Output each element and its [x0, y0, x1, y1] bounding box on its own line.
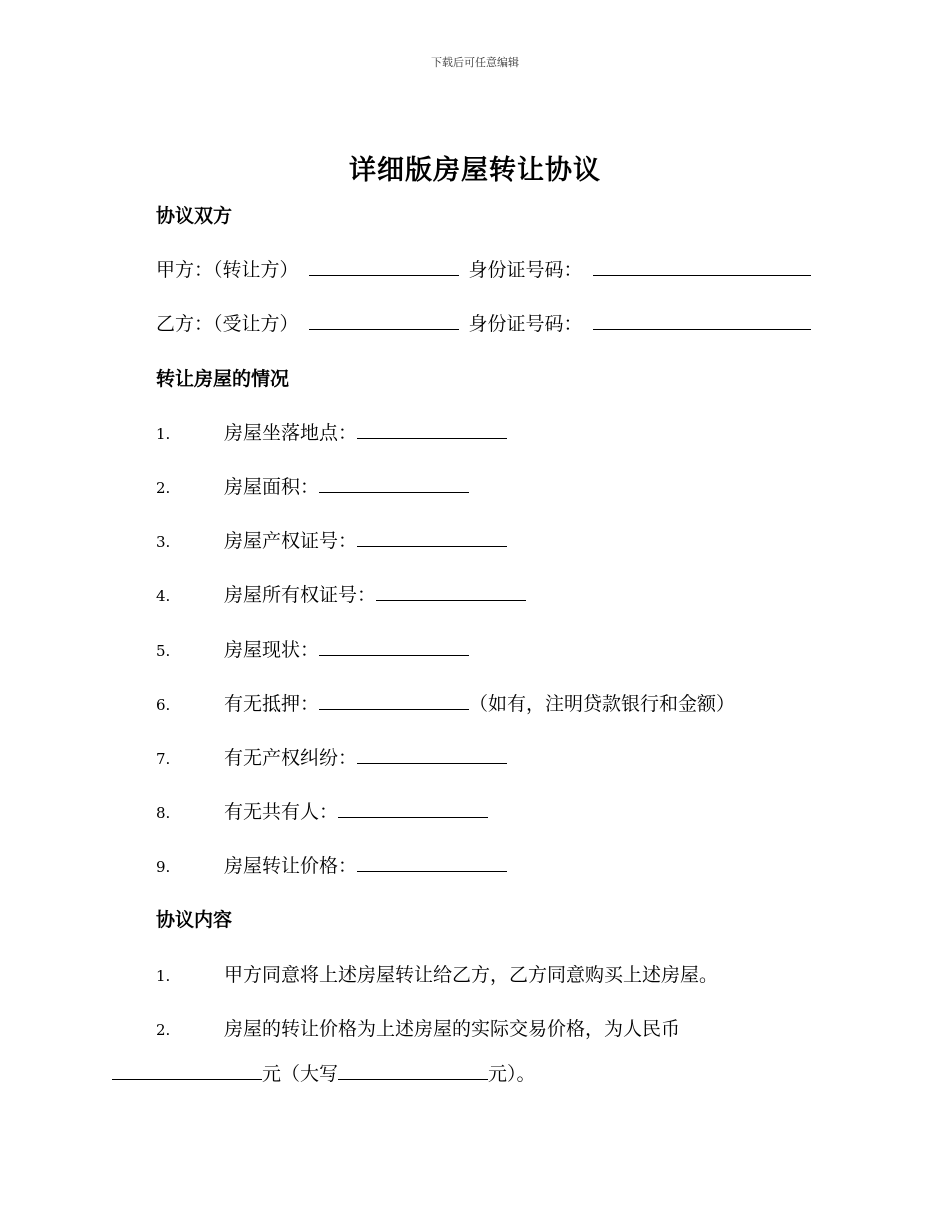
- item-blank[interactable]: [319, 637, 469, 656]
- item-number: 1.: [156, 425, 171, 443]
- item-label: 房屋产权证号：: [224, 530, 358, 552]
- item-number: 5.: [156, 642, 171, 660]
- header-note: 下载后可任意编辑: [431, 56, 519, 69]
- house-item: [156, 580, 526, 608]
- item-label: 有无共有人：: [224, 801, 339, 823]
- item-number: 2.: [156, 1021, 171, 1039]
- item-text: 房屋的转让价格为上述房屋的实际交易价格，为人民币: [224, 1018, 681, 1040]
- party-b-id-label: 身份证号码：: [468, 313, 583, 335]
- section-heading-house: 转让房屋的情况: [156, 368, 290, 390]
- item-number: 8.: [156, 804, 171, 822]
- item-text: 甲方同意将上述房屋转让给乙方，乙方同意购买上述房屋。: [224, 964, 719, 986]
- item-label: 有无产权纠纷：: [224, 747, 358, 769]
- item-number: 1.: [156, 967, 171, 985]
- item-blank[interactable]: [357, 528, 507, 547]
- party-a-id-label: 身份证号码：: [468, 259, 583, 281]
- item-label: 房屋坐落地点：: [224, 422, 358, 444]
- item-label: 房屋转让价格：: [224, 855, 358, 877]
- section-heading-parties: 协议双方: [156, 205, 233, 227]
- party-a-id-blank[interactable]: [593, 257, 811, 276]
- content-item: [156, 960, 718, 988]
- item-blank[interactable]: [357, 745, 507, 764]
- party-a-name-blank[interactable]: [309, 257, 459, 276]
- party-b-id-blank[interactable]: [593, 311, 811, 330]
- item-blank[interactable]: [319, 691, 469, 710]
- item-number: 3.: [156, 533, 171, 551]
- item-suffix: （如有，注明贷款银行和金额）: [469, 693, 736, 715]
- item-number: 6.: [156, 696, 171, 714]
- price-end-text: 元）。: [488, 1063, 536, 1085]
- price-uppercase-blank[interactable]: [338, 1061, 488, 1080]
- content-item: [156, 1014, 680, 1042]
- item-number: 2.: [156, 479, 171, 497]
- house-item: [156, 635, 469, 663]
- house-item: [156, 743, 507, 771]
- party-b-name-blank[interactable]: [309, 311, 459, 330]
- item-blank[interactable]: [376, 582, 526, 601]
- party-a-line: [156, 255, 811, 282]
- document-title: 详细版房屋转让协议: [349, 155, 601, 186]
- item-label: 房屋现状：: [224, 639, 320, 661]
- item-number: 4.: [156, 587, 171, 605]
- item-blank[interactable]: [319, 474, 469, 493]
- house-item: [156, 526, 507, 554]
- item-blank[interactable]: [338, 799, 488, 818]
- price-unit-text: 元（大写: [262, 1063, 339, 1085]
- item-label: 有无抵押：: [224, 693, 320, 715]
- house-item: [156, 472, 469, 500]
- party-a-label: 甲方：（转让方）: [156, 259, 299, 281]
- item-blank[interactable]: [357, 420, 507, 439]
- price-amount-blank[interactable]: [112, 1061, 262, 1080]
- house-item: [156, 797, 488, 825]
- party-b-line: [156, 309, 811, 336]
- item-label: 房屋所有权证号：: [224, 584, 377, 606]
- item-blank[interactable]: [357, 853, 507, 872]
- party-b-label: 乙方：（受让方）: [156, 313, 299, 335]
- house-item: [156, 418, 507, 446]
- item-number: 7.: [156, 750, 171, 768]
- item-label: 房屋面积：: [224, 476, 320, 498]
- price-continuation-line: [112, 1059, 536, 1086]
- house-item: [156, 851, 507, 879]
- item-number: 9.: [156, 858, 171, 876]
- section-heading-content: 协议内容: [156, 909, 233, 931]
- house-item: [156, 689, 735, 717]
